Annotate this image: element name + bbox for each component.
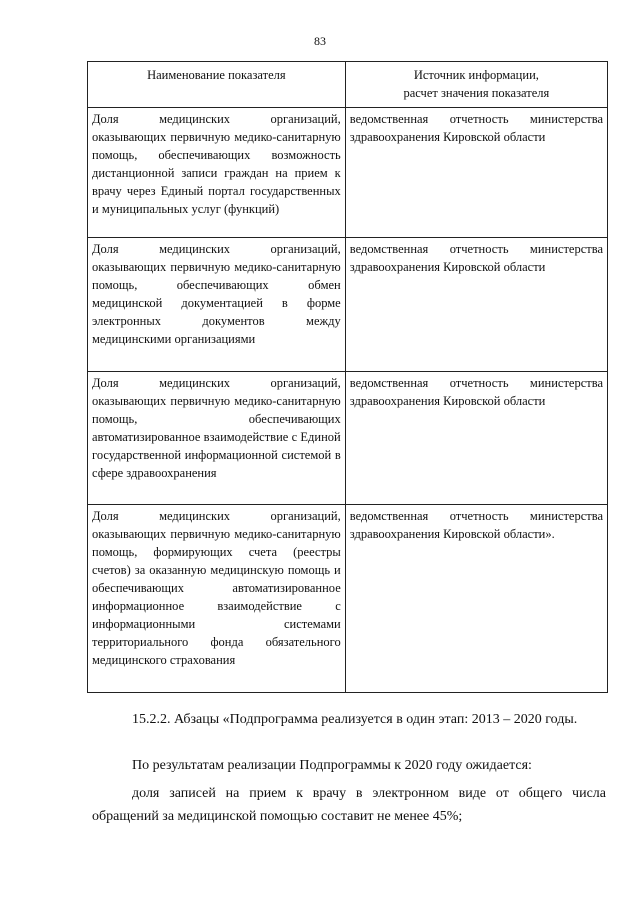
indicators-table [87,61,608,693]
paragraph-electronic-records: доля записей на прием к врачу в электронном виде от общего числа обращений за медицинской помощью составит не менее 45%; [92,786,606,824]
header-info-source: Источник информации, расчет значения показателя [345,62,607,108]
info-source-cell: ведомственная отчетность министерства здравоохранения Кировской области [345,238,607,372]
table-row [88,505,608,693]
header-indicator-name: Наименование показателя [88,62,346,108]
table-row [88,108,608,238]
info-source-cell: ведомственная отчетность министерства здравоохранения Кировской области». [345,505,607,693]
indicator-name-cell: Доля медицинских организаций, оказывающих первичную медико-санитарную помощь, обеспечивающих возможность дистанционной записи граждан на прием к врачу через Единый портал государственных и муниципальных услуг (функций) [88,108,346,238]
paragraph-expected-results: По результатам реализации Подпрограммы к 2020 году ожидается: [132,758,532,773]
indicator-name-cell: Доля медицинских организаций, оказывающих первичную медико-санитарную помощь, формирующих счета (реестры счетов) за оказанную медицинскую помощь и обеспечивающих автоматизированное информационное взаимодействие с информационными системами территориального фонда обязательного медицинского страхования [88,505,346,693]
table-row [88,372,608,505]
info-source-cell: ведомственная отчетность министерства здравоохранения Кировской области [345,372,607,505]
table-row [88,238,608,372]
paragraph-amendment: 15.2.2. Абзацы «Подпрограмма реализуется в один этап: 2013 – 2020 годы. [132,712,578,727]
table-header-row [88,62,608,108]
indicator-name-cell: Доля медицинских организаций, оказывающих первичную медико-санитарную помощь, обеспечивающих автоматизированное взаимодействие с Единой государственной информационной системой в сфере здравоохранения [88,372,346,505]
info-source-cell: ведомственная отчетность министерства здравоохранения Кировской области [345,108,607,238]
page-number: 83 [314,34,326,48]
indicator-name-cell: Доля медицинских организаций, оказывающих первичную медико-санитарную помощь, обеспечивающих обмен медицинской документацией в форме электронных документов между медицинскими организациями [88,238,346,372]
